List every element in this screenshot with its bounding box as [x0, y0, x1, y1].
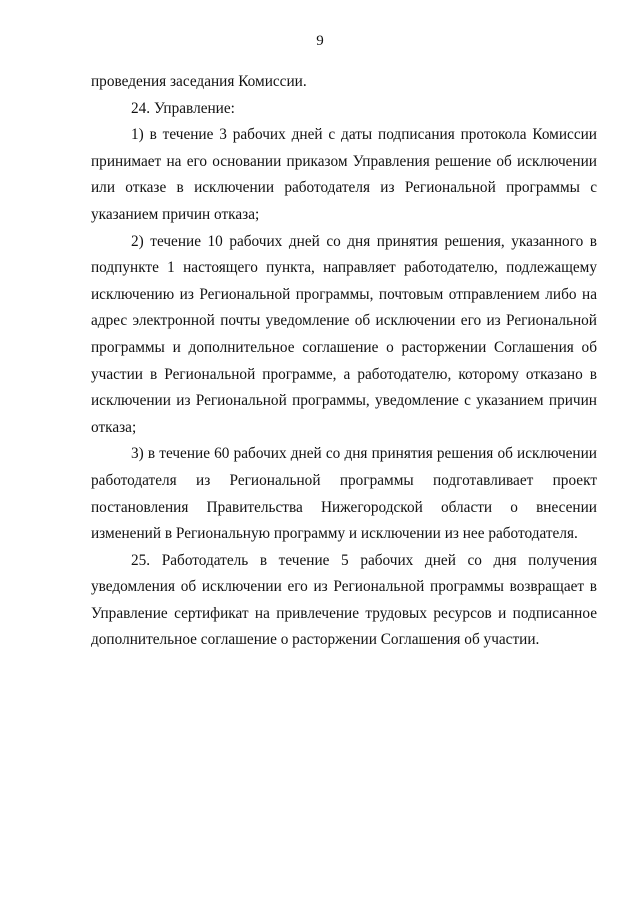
paragraph-subitem-1: 1) в течение 3 рабочих дней с даты подписания протокола Комиссии принимает на его основании приказом Управления решение об исключении или отказе в исключении работодателя из Региональной программы с указанием причин отказа; [91, 126, 597, 223]
paragraph-subitem-2: 2) течение 10 рабочих дней со дня принятия решения, указанного в подпункте 1 настоящего пункта, направляет работодателю, подлежащему исключению из Региональной программы, почтовым отправлением либо на адрес электронной почты уведомление об исключении его из Региональной программы и дополнительное соглашение о расторжении Соглашения об участии в Региональной программе, а работодателю, которому отказано в исключении из Региональной программы, уведомление с указанием причин отказа; [91, 232, 597, 436]
paragraph-subitem-3: 3) в течение 60 рабочих дней со дня принятия решения об исключении работодателя из Региональной программы подготавливает проект постановления Правительства Нижегородской области о внесении изменений в Региональную программу и исключении из нее работодателя. [91, 445, 597, 543]
paragraph-item-25: 25. Работодатель в течение 5 рабочих дней со дня получения уведомления об исключении его из Региональной программы возвращает в Управление сертификат на привлечение трудовых ресурсов и подписанное дополнительное соглашение о расторжении Соглашения об участии. [91, 551, 597, 649]
document-body [91, 69, 597, 654]
paragraph-continuation: проведения заседания Комиссии. [91, 73, 307, 90]
page-number: 9 [316, 33, 324, 49]
paragraph-item-24: 24. Управление: [131, 99, 235, 117]
